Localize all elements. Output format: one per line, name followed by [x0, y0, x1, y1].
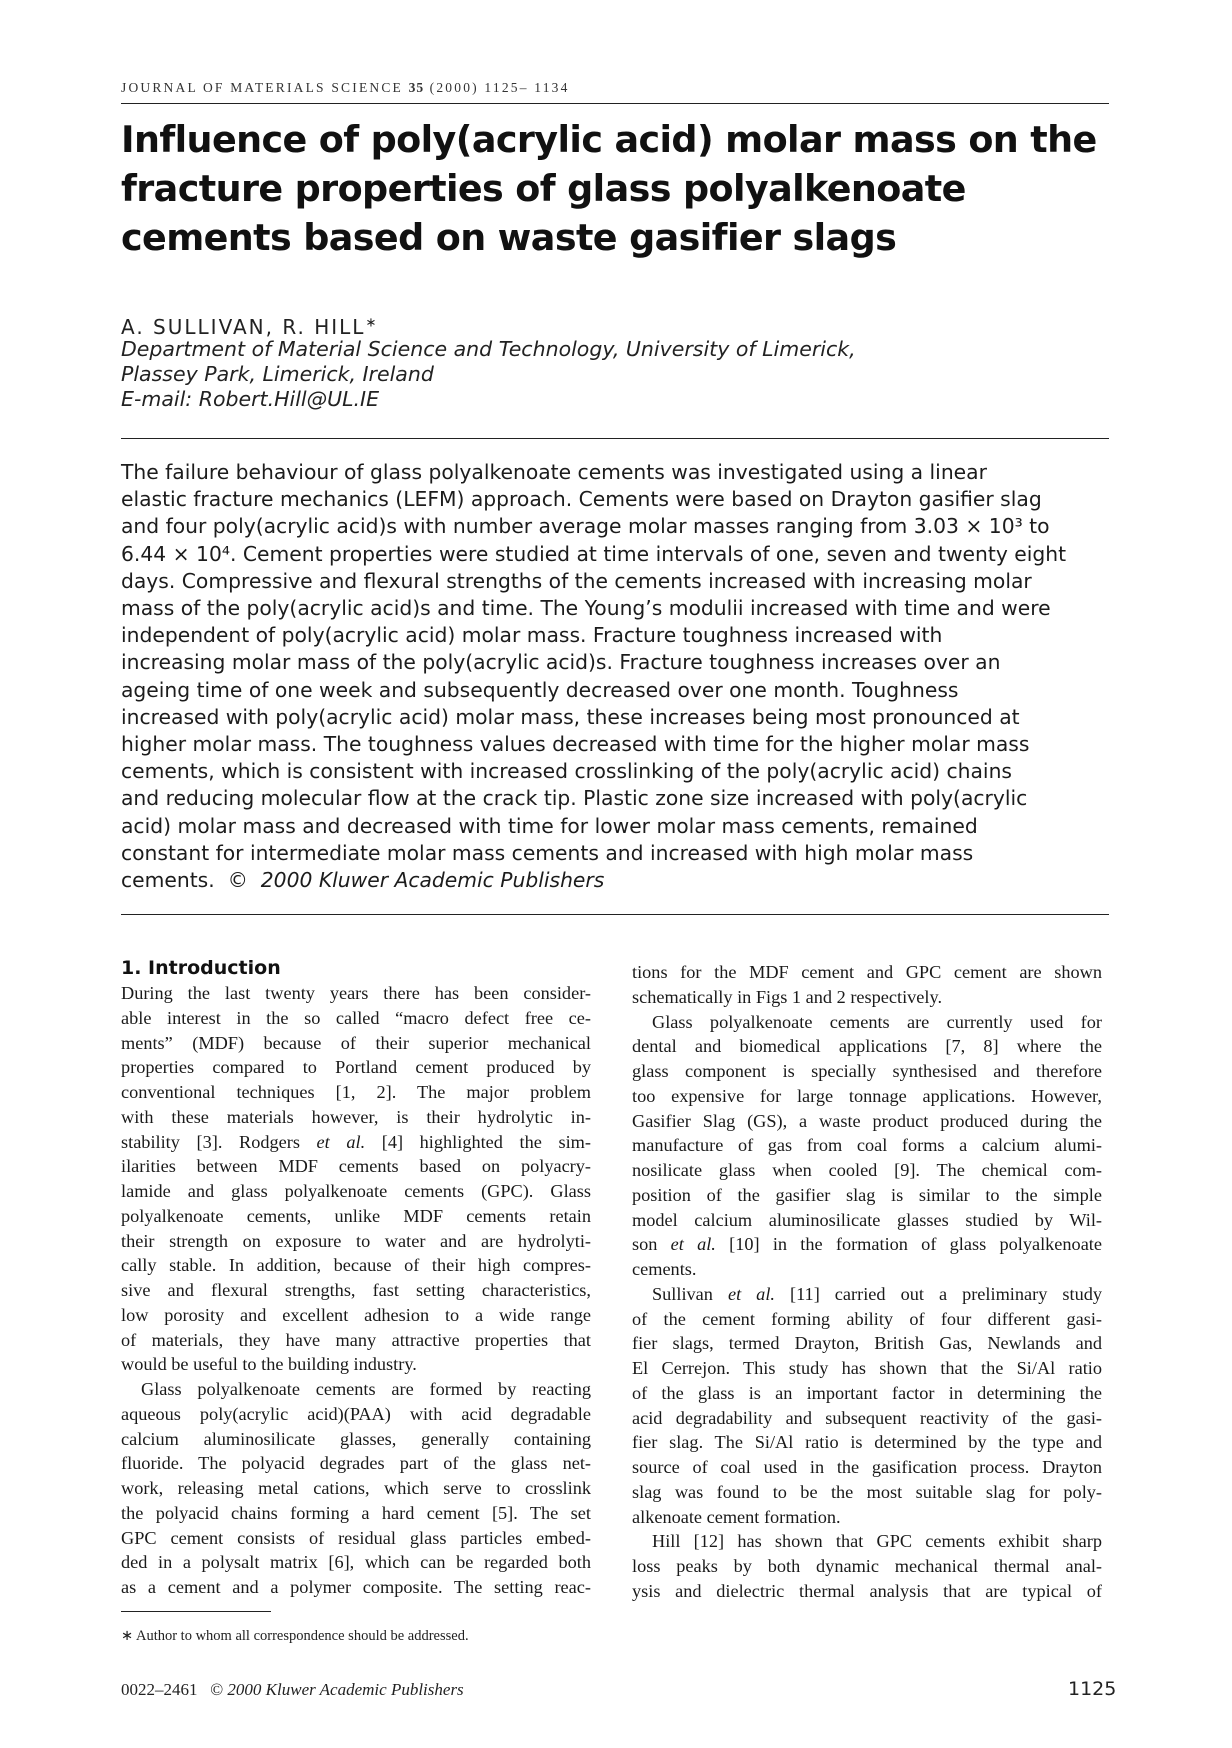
abstract-line: 6.44 × 10⁴. Cement properties were studied at time intervals of one, seven and twenty eight [121, 541, 1067, 566]
body-text-line: conventional techniques [1, 2]. The major problem [121, 1082, 591, 1102]
body-text-line: of the cement forming ability of four different gasi- [632, 1308, 1102, 1329]
abstract-line: cements, which is consistent with increased crosslinking of the poly(acrylic acid) chains [121, 759, 1012, 784]
abstract-line: and reducing molecular flow at the crack tip. Plastic zone size increased with poly(acrylic [121, 786, 1028, 811]
footnote-rule [121, 1611, 271, 1612]
author-list [121, 315, 378, 339]
title-line: cements based on waste gasifier slags [121, 216, 897, 259]
body-text-line: acid degradability and subsequent reactivity of the gasi- [632, 1407, 1102, 1428]
body-text-line: fier slags, termed Drayton, British Gas, Newlands and [632, 1333, 1102, 1354]
affiliation-line: Plassey Park, Limerick, Ireland [121, 362, 434, 386]
page-number: 1125 [1068, 1678, 1117, 1700]
body-text-line: properties compared to Portland cement produced by [121, 1057, 591, 1078]
body-text-line: glass component is specially synthesised and therefore [632, 1061, 1102, 1081]
abstract-line: increasing molar mass of the poly(acrylic acid)s. Fracture toughness increases over an [121, 650, 1001, 675]
journal-volume: 35 [408, 80, 425, 95]
abstract-top-rule [121, 438, 1109, 439]
body-text-line: of materials, they have many attractive properties that [121, 1329, 591, 1350]
author-names: A. SULLIVAN, R. HILL [121, 315, 366, 339]
body-text-line: calcium aluminosilicate glasses, generally containing [121, 1428, 591, 1449]
body-text-line: low porosity and excellent adhesion to a wide range [121, 1304, 591, 1325]
left-column [121, 956, 591, 1600]
abstract-line: mass of the poly(acrylic acid)s and time. The Young’s modulii increased with time and were [121, 596, 1051, 621]
body-text-line: the polyacid chains forming a hard cement [5]. The set [121, 1502, 591, 1523]
body-text-line: tions for the MDF cement and GPC cement are shown [632, 962, 1102, 982]
running-head [121, 80, 1109, 96]
body-text-line: ysis and dielectric thermal analysis that are typical of [632, 1580, 1102, 1601]
journal-year-pages: (2000) 1125– 1134 [429, 80, 570, 95]
body-text-line: source of coal used in the gasification process. Drayton [632, 1457, 1102, 1477]
affiliation [121, 337, 1021, 412]
header-rule [121, 103, 1109, 104]
issn: 0022–2461 [121, 1680, 198, 1699]
body-text-line: manufacture of gas from coal forms a calcium alumi- [632, 1135, 1102, 1156]
affiliation-line: Department of Material Science and Technology, University of Limerick, [121, 337, 856, 361]
body-text-line: schematically in Figs 1 and 2 respectively. [632, 986, 943, 1007]
body-text-line: son et al. [10] in the formation of glass polyalkenoate [632, 1234, 1102, 1255]
body-text-line: dental and biomedical applications [7, 8] where the [632, 1036, 1102, 1057]
footer-citation [121, 1680, 464, 1700]
body-text-line: sive and flexural strengths, fast setting characteristics, [121, 1280, 591, 1300]
abstract-last-line [121, 867, 1111, 894]
body-text-line: too expensive for large tonnage applications. However, [632, 1085, 1102, 1106]
body-text-line: GPC cement consists of residual glass particles embed- [121, 1527, 591, 1548]
copyright-symbol: © [227, 868, 248, 893]
journal-name: JOURNAL OF MATERIALS SCIENCE [121, 80, 403, 95]
abstract-line: days. Compressive and flexural strengths of the cements increased with increasing molar [121, 568, 1032, 593]
body-text-line: stability [3]. Rodgers et al. [4] highlighted the sim- [121, 1131, 591, 1152]
body-text-line: polyalkenoate cements, unlike MDF cements retain [121, 1205, 591, 1226]
body-text-line: Glass polyalkenoate cements are formed by reacting [141, 1379, 591, 1399]
abstract-last-text: cements. [121, 868, 215, 893]
body-text-line: ded in a polysalt matrix [6], which can be regarded both [121, 1552, 591, 1573]
abstract [121, 459, 1111, 894]
abstract-bottom-rule [121, 914, 1109, 915]
body-text-line: of the glass is an important factor in determining the [632, 1382, 1102, 1403]
abstract-line: The failure behaviour of glass polyalkenoate cements was investigated using a linear [121, 460, 987, 484]
body-text-line: work, releasing metal cations, which serve to crosslink [121, 1478, 591, 1498]
publisher-notice: 2000 Kluwer Academic Publishers [260, 868, 605, 893]
body-text-line: model calcium aluminosilicate glasses studied by Wil- [632, 1209, 1102, 1230]
body-text-line: position of the gasifier slag is similar to the simple [632, 1184, 1102, 1205]
abstract-line: and four poly(acrylic acid)s with number average molar masses ranging from 3.03 × 10³ to [121, 514, 1050, 539]
body-text-line: slag was found to be the most suitable slag for poly- [632, 1481, 1102, 1502]
abstract-line: acid) molar mass and decreased with time for lower molar mass cements, remained [121, 813, 978, 838]
abstract-line: constant for intermediate molar mass cements and increased with high molar mass [121, 840, 974, 865]
body-text-line: fluoride. The polyacid degrades part of the glass net- [121, 1453, 591, 1474]
body-text-line: During the last twenty years there has been consider- [121, 983, 591, 1003]
body-text-line: ments” (MDF) because of their superior mechanical [121, 1032, 591, 1053]
body-text-line: as a cement and a polymer composite. The setting reac- [121, 1577, 591, 1597]
abstract-line: ageing time of one week and subsequently decreased over one month. Toughness [121, 677, 959, 702]
footer-copyright-symbol: © [210, 1680, 224, 1699]
abstract-line: increased with poly(acrylic acid) molar mass, these increases being most pronounced at [121, 704, 1020, 729]
body-text-line: able interest in the so called “macro defect free ce- [121, 1007, 591, 1028]
body-text-line: aqueous poly(acrylic acid)(PAA) with acid degradable [121, 1403, 591, 1424]
body-text-line: Gasifier Slag (GS), a waste product produced during the [632, 1110, 1102, 1131]
article-title [121, 115, 1111, 262]
body-text-line: with these materials however, is their hydrolytic in- [121, 1106, 591, 1127]
body-text-line: alkenoate cement formation. [632, 1506, 841, 1527]
abstract-body [121, 459, 1111, 867]
body-text-line: nosilicate glass when cooled [9]. The chemical com- [632, 1160, 1102, 1180]
abstract-line: elastic fracture mechanics (LEFM) approach. Cements were based on Drayton gasifier slag [121, 487, 1042, 512]
body-text-line: El Cerrejon. This study has shown that the Si/Al ratio [632, 1358, 1102, 1378]
body-text-line: Sullivan et al. [11] carried out a preliminary study [652, 1283, 1103, 1304]
body-text-line: would be useful to the building industry. [121, 1354, 417, 1375]
abstract-line: higher molar mass. The toughness values decreased with time for the higher molar mass [121, 732, 1030, 757]
abstract-line: independent of poly(acrylic acid) molar mass. Fracture toughness increased with [121, 623, 943, 648]
body-text-line: loss peaks by both dynamic mechanical thermal anal- [632, 1556, 1102, 1576]
body-text-line: Hill [12] has shown that GPC cements exhibit sharp [652, 1531, 1102, 1552]
body-text-line: Glass polyalkenoate cements are currently used for [652, 1011, 1102, 1032]
left-column-body [121, 981, 591, 1600]
body-text-line: their strength on exposure to water and are hydrolyti- [121, 1230, 591, 1251]
right-column [632, 960, 1102, 1604]
author-email[interactable]: E-mail: Robert.Hill@UL.IE [121, 387, 380, 411]
corresponding-author-mark: ∗ [365, 315, 379, 331]
body-text-line: fier slag. The Si/Al ratio is determined by the type and [632, 1432, 1102, 1453]
body-text-line: ilarities between MDF cements based on polyacry- [121, 1156, 591, 1177]
footer-publisher: 2000 Kluwer Academic Publishers [227, 1680, 464, 1699]
footnote: ∗ Author to whom all correspondence should be addressed. [121, 1628, 469, 1644]
body-text-line: lamide and glass polyalkenoate cements (GPC). Glass [121, 1181, 591, 1201]
section-heading: 1. Introduction [121, 957, 281, 979]
body-text-line: cements. [632, 1259, 697, 1279]
title-line: Influence of poly(acrylic acid) molar mass on the [121, 118, 1097, 161]
body-text-line: cally stable. In addition, because of their high compres- [121, 1255, 591, 1276]
title-line: fracture properties of glass polyalkenoate [121, 167, 966, 210]
right-column-body [632, 960, 1102, 1604]
